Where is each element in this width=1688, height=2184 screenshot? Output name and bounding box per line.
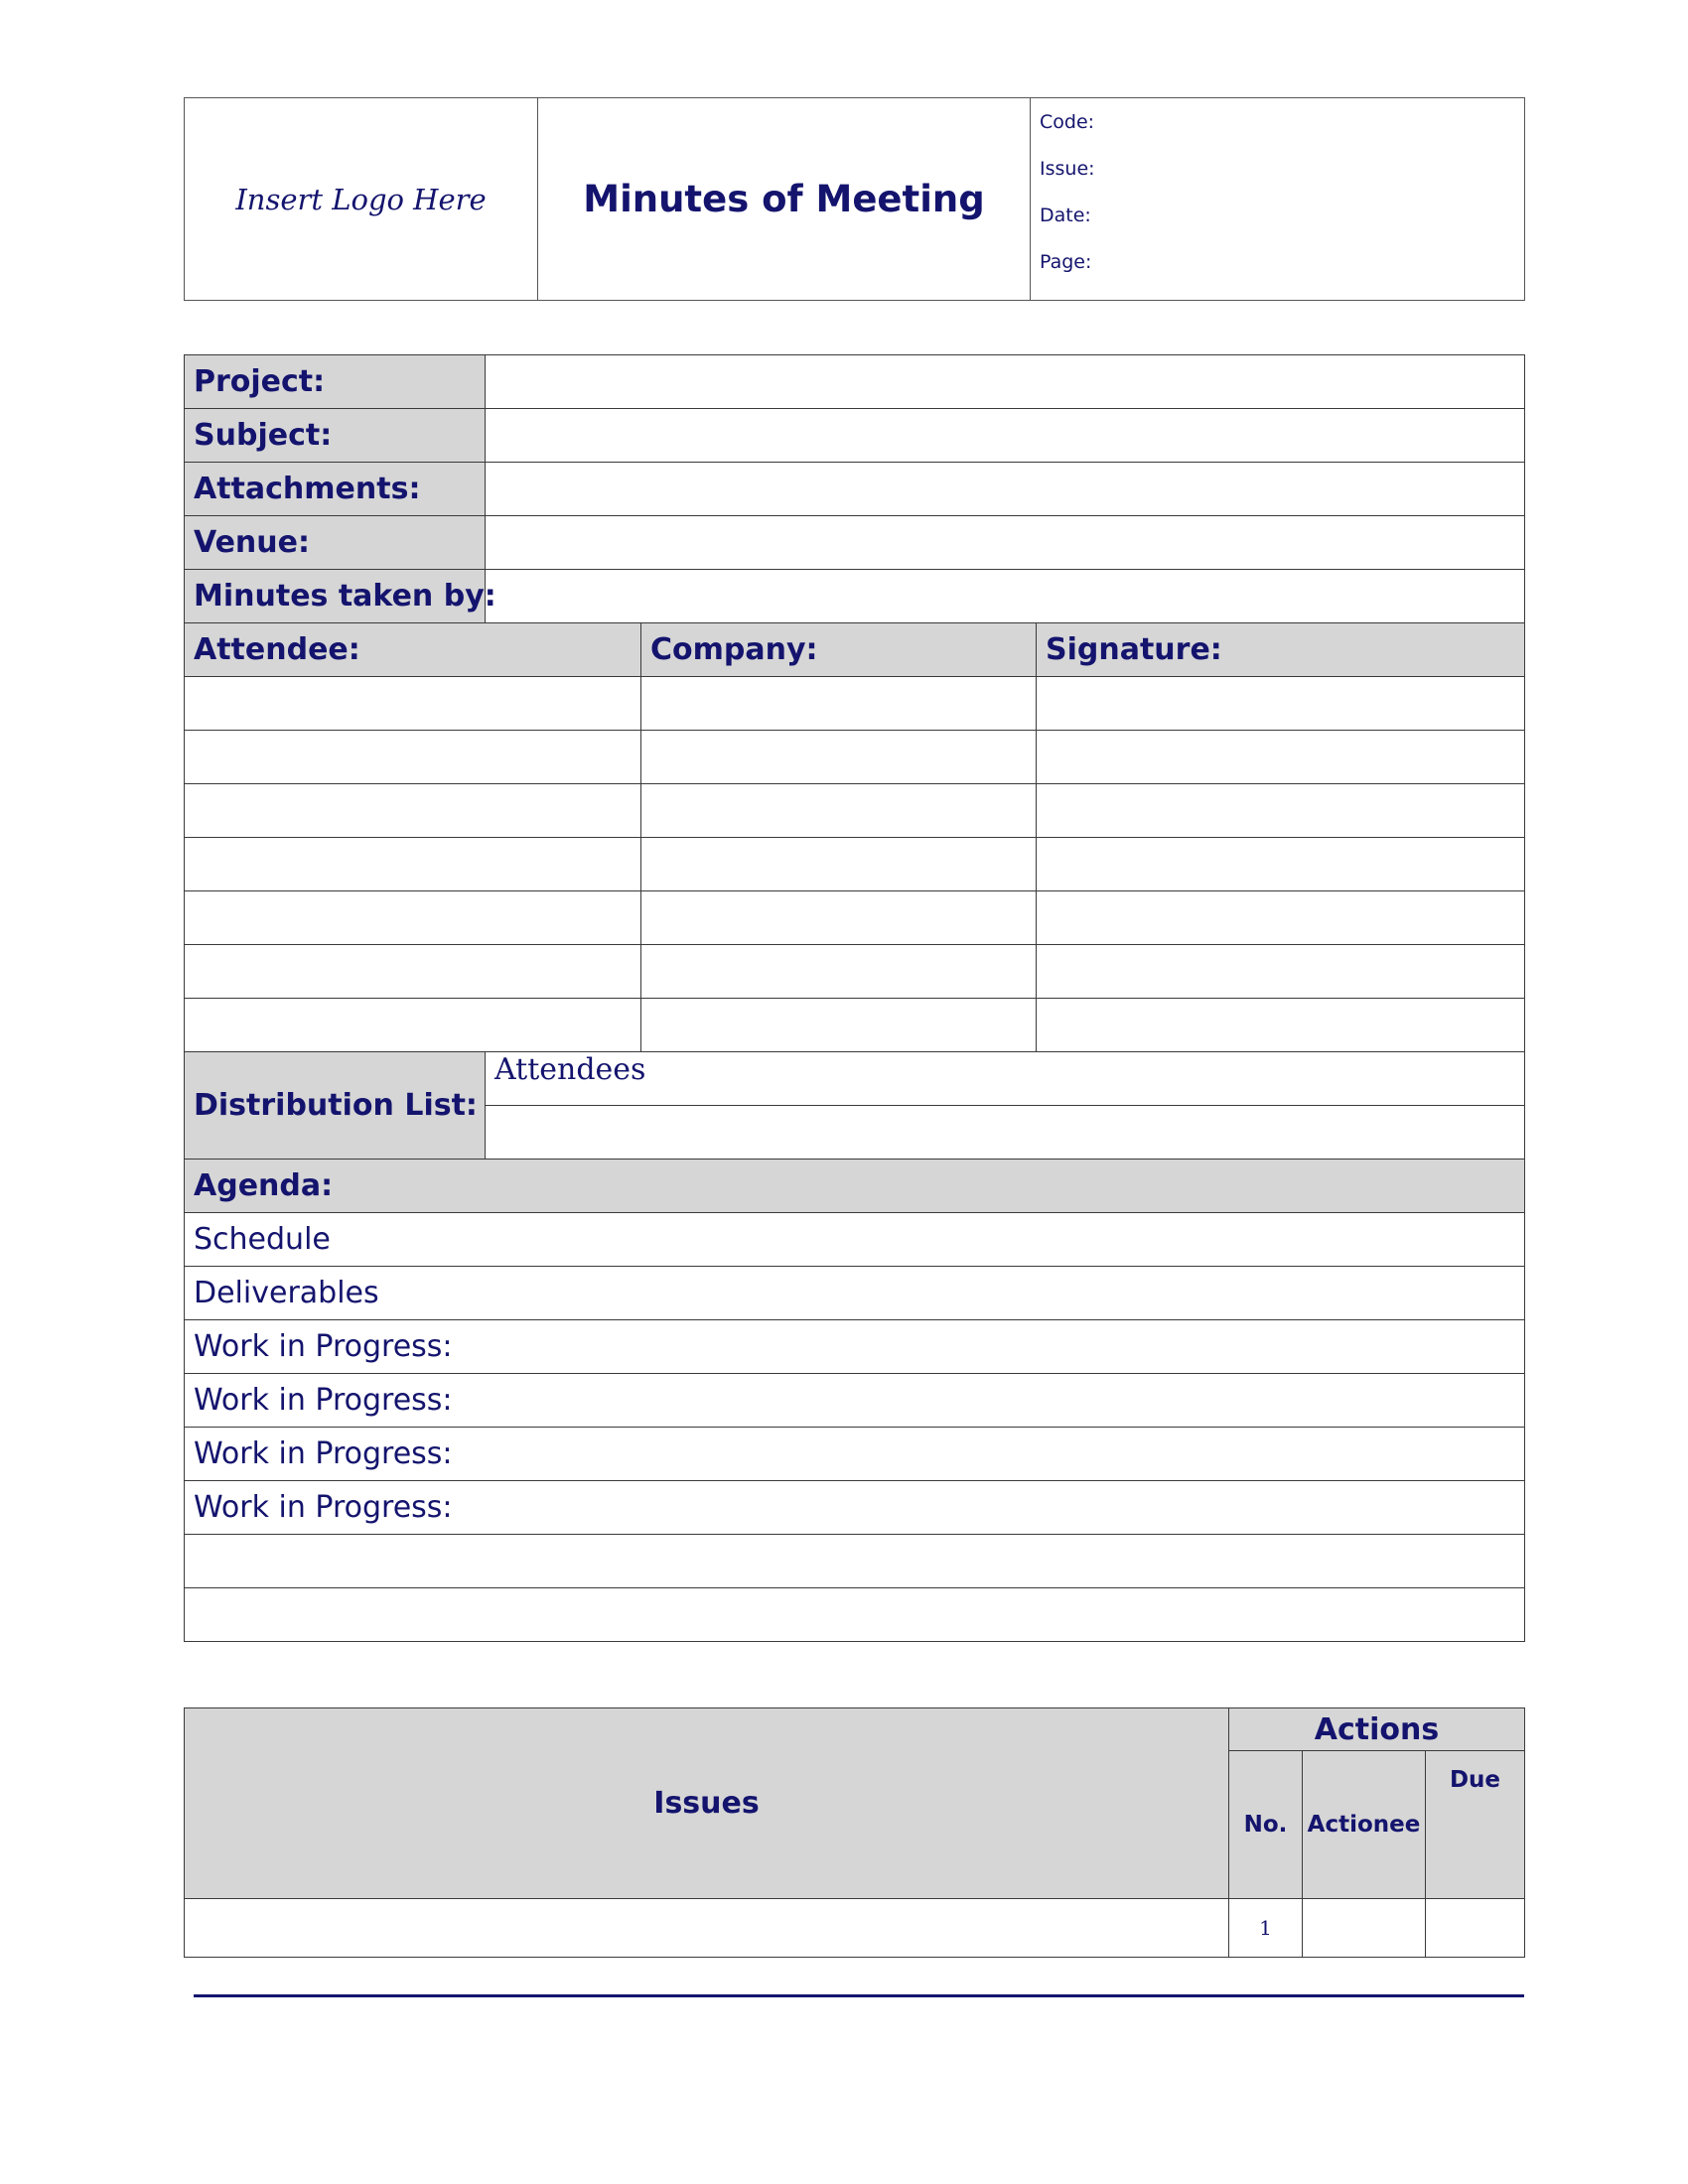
company-cell[interactable]	[641, 945, 1037, 999]
attendee-column-header: Attendee:	[185, 623, 641, 677]
agenda-item[interactable]: Work in Progress:	[185, 1481, 1525, 1535]
attendee-row	[185, 999, 1525, 1052]
due-column-header: Due	[1426, 1751, 1525, 1899]
actionee-column-header: Actionee	[1303, 1751, 1426, 1899]
agenda-item[interactable]: Work in Progress:	[185, 1374, 1525, 1428]
meta-issue-field[interactable]: Issue:	[1040, 158, 1095, 180]
document-header	[184, 97, 1525, 301]
attachments-label: Attachments:	[185, 463, 486, 516]
signature-cell[interactable]	[1037, 838, 1525, 891]
company-cell[interactable]	[641, 999, 1037, 1052]
signature-cell[interactable]	[1037, 999, 1525, 1052]
signature-cell[interactable]	[1037, 677, 1525, 731]
attendee-cell[interactable]	[185, 731, 641, 784]
agenda-item[interactable]	[185, 1535, 1525, 1588]
company-column-header: Company:	[641, 623, 1037, 677]
action-number-cell: 1	[1229, 1899, 1303, 1958]
minutes-taken-by-label: Minutes taken by:	[185, 570, 486, 623]
venue-label: Venue:	[185, 516, 486, 570]
signature-cell[interactable]	[1037, 731, 1525, 784]
no-column-header: No.	[1229, 1751, 1303, 1899]
company-cell[interactable]	[641, 891, 1037, 945]
company-cell[interactable]	[641, 677, 1037, 731]
project-field[interactable]	[486, 355, 1525, 409]
minutes-taken-by-field[interactable]	[486, 570, 1525, 623]
attendee-cell[interactable]	[185, 891, 641, 945]
agenda-item[interactable]: Work in Progress:	[185, 1428, 1525, 1481]
attendee-cell[interactable]	[185, 838, 641, 891]
document-title: Minutes of Meeting	[538, 98, 1031, 301]
meta-page-field[interactable]: Page:	[1040, 251, 1092, 273]
document-meta	[1031, 98, 1525, 301]
distribution-list-field[interactable]	[486, 1106, 1525, 1160]
attendee-row	[185, 838, 1525, 891]
meta-code-field[interactable]: Code:	[1040, 111, 1095, 133]
project-label: Project:	[185, 355, 486, 409]
company-cell[interactable]	[641, 731, 1037, 784]
attendee-row	[185, 945, 1525, 999]
signature-cell[interactable]	[1037, 891, 1525, 945]
company-cell[interactable]	[641, 784, 1037, 838]
table-row	[185, 1899, 1525, 1958]
attendee-cell[interactable]	[185, 677, 641, 731]
agenda-item[interactable]	[185, 1588, 1525, 1642]
attendee-cell[interactable]	[185, 945, 641, 999]
attendee-row	[185, 731, 1525, 784]
actions-header: Actions	[1229, 1708, 1525, 1751]
subject-field[interactable]	[486, 409, 1525, 463]
issue-cell[interactable]	[185, 1899, 1229, 1958]
attachments-field[interactable]	[486, 463, 1525, 516]
logo-placeholder[interactable]: Insert Logo Here	[185, 98, 538, 301]
attendee-cell[interactable]	[185, 999, 641, 1052]
signature-column-header: Signature:	[1037, 623, 1525, 677]
signature-cell[interactable]	[1037, 784, 1525, 838]
attendee-row	[185, 784, 1525, 838]
actionee-cell[interactable]	[1303, 1899, 1426, 1958]
meeting-form	[184, 354, 1525, 1642]
company-cell[interactable]	[641, 838, 1037, 891]
attendee-cell[interactable]	[185, 784, 641, 838]
attendee-row	[185, 891, 1525, 945]
agenda-label: Agenda:	[185, 1160, 1525, 1213]
agenda-item[interactable]: Deliverables	[185, 1267, 1525, 1320]
subject-label: Subject:	[185, 409, 486, 463]
meta-date-field[interactable]: Date:	[1040, 205, 1091, 226]
venue-field[interactable]	[486, 516, 1525, 570]
attendee-row	[185, 677, 1525, 731]
issues-header: Issues	[185, 1708, 1229, 1899]
issues-actions-table	[184, 1707, 1525, 1958]
due-cell[interactable]	[1426, 1899, 1525, 1958]
agenda-item[interactable]: Work in Progress:	[185, 1320, 1525, 1374]
signature-cell[interactable]	[1037, 945, 1525, 999]
distribution-list-label: Distribution List:	[185, 1052, 486, 1160]
footer-rule	[194, 1994, 1524, 1997]
distribution-list-field[interactable]: Attendees	[486, 1052, 1525, 1106]
agenda-item[interactable]: Schedule	[185, 1213, 1525, 1267]
